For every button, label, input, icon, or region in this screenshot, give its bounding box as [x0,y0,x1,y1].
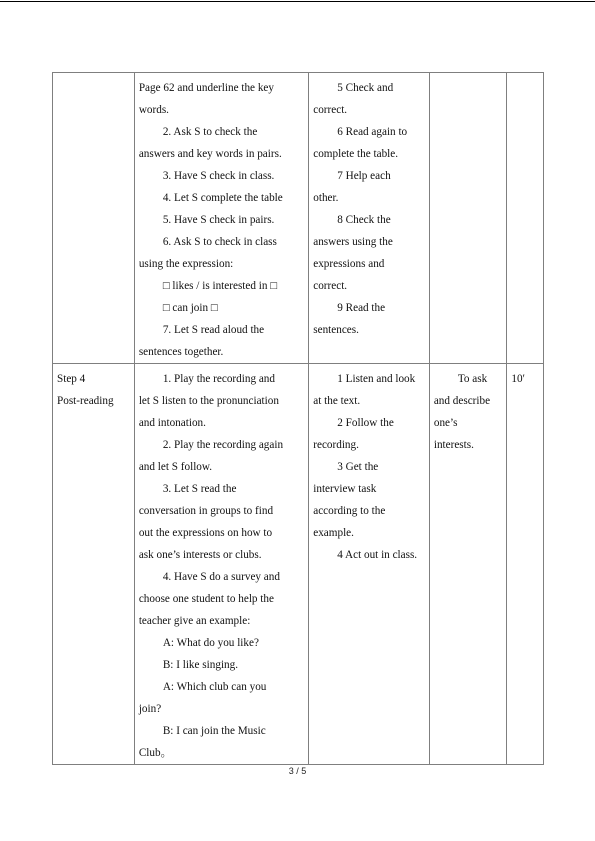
student-activity-cell [309,364,430,765]
purpose-cell [429,73,507,364]
student-line: correct. [313,280,348,292]
step-cell [53,364,135,765]
teacher-line: 3. Let S read the [162,483,237,495]
teacher-line: 3. Have S check in class. [162,170,275,182]
teacher-line: □ can join □ [162,302,218,314]
student-line: correct. [313,104,348,116]
teacher-line: 7. Let S read aloud the [162,324,265,336]
student-line: interview task [313,483,377,495]
teacher-line: out the expressions on how to [138,527,273,539]
student-line: 8 Check the [337,214,391,226]
student-line: other. [313,192,339,204]
teacher-line: conversation in groups to find [138,505,274,517]
purpose-line: one’s [433,417,458,429]
teacher-line: ask one’s interests or clubs. [138,549,262,561]
dialogue-line: A: Which club can you [162,681,267,693]
teacher-line: words. [138,104,169,116]
dialogue-line: B: I can join the Music [162,725,266,737]
student-line: sentences. [313,324,359,336]
teacher-line: answers and key words in pairs. [138,148,282,160]
teacher-line: choose one student to help the [138,593,274,605]
student-line: at the text. [313,395,361,407]
teacher-line: 1. Play the recording and [162,373,275,385]
purpose-line: interests. [433,439,474,451]
lesson-plan-table [52,72,544,765]
student-line: recording. [313,439,359,451]
student-line: 5 Check and [337,82,394,94]
time-value: 10′ [511,373,525,385]
teacher-line: 2. Ask S to check the [162,126,258,138]
dialogue-line: A: What do you like? [162,637,259,649]
student-line: answers using the [313,236,393,248]
step-number: Step 4 [57,373,86,385]
table-row [53,364,544,765]
dialogue-line: B: I like singing. [162,659,239,671]
teacher-line: 4. Let S complete the table [162,192,283,204]
purpose-line: and describe [433,395,491,407]
teacher-line: 2. Play the recording again [162,439,284,451]
teacher-line: teacher give an example: [138,615,251,627]
header-rule [0,1,595,2]
table-row [53,73,544,364]
teacher-line: 4. Have S do a survey and [162,571,280,583]
time-cell [507,73,544,364]
student-line: expressions and [313,258,385,270]
student-line: according to the [313,505,386,517]
student-line: 4 Act out in class. [337,549,418,561]
teacher-line: Page 62 and underline the key [138,82,274,94]
teacher-line: □ likes / is interested in □ [162,280,278,292]
student-line: 2 Follow the [337,417,394,429]
teacher-line: sentences together. [138,346,224,358]
student-line: 1 Listen and look [337,373,416,385]
step-title: Post-reading [57,395,114,407]
teacher-line: 6. Ask S to check in class [162,236,277,248]
dialogue-line: Club。 [138,747,172,759]
purpose-cell [429,364,507,765]
page-indicator: 3 / 5 [288,766,307,776]
dialogue-line: join? [138,703,162,715]
teacher-line: let S listen to the pronunciation [138,395,279,407]
time-cell [507,364,544,765]
student-line: 6 Read again to [337,126,408,138]
step-cell [53,73,135,364]
teacher-activity-cell [134,73,308,364]
teacher-line: 5. Have S check in pairs. [162,214,275,226]
teacher-activity-cell [134,364,308,765]
teacher-line: and intonation. [138,417,206,429]
teacher-line: and let S follow. [138,461,213,473]
student-activity-cell [309,73,430,364]
student-line: 7 Help each [337,170,391,182]
student-line: example. [313,527,354,539]
student-line: complete the table. [313,148,399,160]
purpose-line: To ask [457,373,488,385]
student-line: 9 Read the [337,302,386,314]
student-line: 3 Get the [337,461,379,473]
teacher-line: using the expression: [138,258,234,270]
